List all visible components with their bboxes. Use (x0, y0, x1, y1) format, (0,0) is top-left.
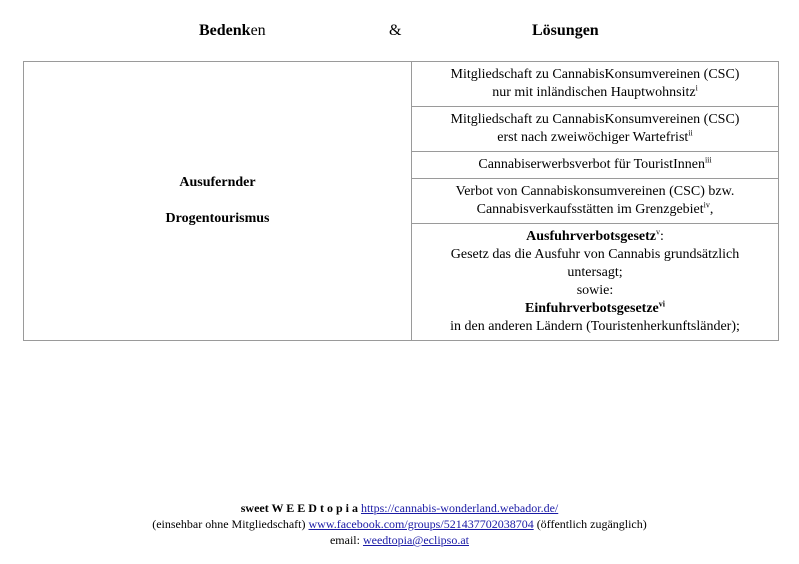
solution-2-line2: erst nach zweiwöchiger Wartefrist (497, 130, 689, 145)
solution-1-line1: Mitgliedschaft zu CannabisKonsumvereinen (CSC) (450, 67, 740, 82)
footer-brand: sweet W E E D t o p i a (240, 501, 358, 515)
website-link[interactable]: https://cannabis-wonderland.webador.de/ (360, 501, 559, 515)
footer-suffix: (öffentlich zugänglich) (536, 517, 647, 531)
header-bedenken (199, 22, 266, 40)
solution-cell-2 (412, 107, 779, 152)
footnote-ref[interactable]: vi (658, 299, 665, 309)
solution-cell-3 (412, 152, 779, 179)
solution-4-trail: , (709, 202, 714, 217)
solution-2-line1: Mitgliedschaft zu CannabisKonsumvereinen (CSC) (450, 112, 740, 127)
solution-4-line1: Verbot von Cannabiskonsumvereinen (CSC) bzw. (455, 184, 735, 199)
header-loesungen: Lösungen (532, 22, 599, 39)
solution-5-line1: Gesetz das die Ausfuhr von Cannabis grundsätzlich (450, 247, 740, 262)
solution-5-title: Ausfuhrverbotsgesetz (526, 229, 656, 244)
footer-prefix: (einsehbar ohne Mitgliedschaft) (152, 517, 306, 531)
solution-3-line1: Cannabiserwerbsverbot für TouristInnen (478, 157, 705, 172)
footnote-ref[interactable]: i (695, 83, 698, 93)
concern-cell (24, 62, 412, 341)
solution-1-line2: nur mit inländischen Hauptwohnsitz (492, 85, 696, 100)
footnote-ref[interactable]: iii (704, 155, 712, 165)
header-bedenken-rest: en (250, 22, 266, 39)
solution-5-line2: untersagt; (567, 265, 623, 280)
header-ampersand: & (389, 22, 402, 39)
email-link[interactable]: weedtopia@eclipso.at (362, 533, 469, 547)
solution-5-line3: sowie: (576, 283, 614, 298)
solution-4-line2: Cannabisverkaufsstätten im Grenzgebiet (476, 202, 704, 217)
solution-cell-5 (412, 224, 779, 341)
concern-line2: Drogentourismus (165, 211, 270, 226)
facebook-link[interactable]: www.facebook.com/groups/521437702038704 (308, 517, 534, 531)
footnote-ref[interactable]: v (655, 227, 660, 237)
solution-5-title2: Einfuhrverbotsgesetze (525, 301, 659, 316)
solution-cell-1 (412, 62, 779, 107)
concern-line1: Ausufernder (179, 175, 256, 190)
concerns-solutions-table (23, 61, 779, 341)
header-bedenken-bold: Bedenk (199, 22, 251, 39)
email-label: email: (329, 533, 360, 547)
footer (0, 500, 799, 548)
solution-cell-4 (412, 179, 779, 224)
footnote-ref[interactable]: iv (703, 200, 710, 210)
solution-5-title-trail: : (659, 229, 664, 244)
solution-5-line4: in den anderen Ländern (Touristenherkunftsländer); (450, 319, 740, 334)
table-row (24, 62, 779, 107)
footnote-ref[interactable]: ii (688, 128, 693, 138)
